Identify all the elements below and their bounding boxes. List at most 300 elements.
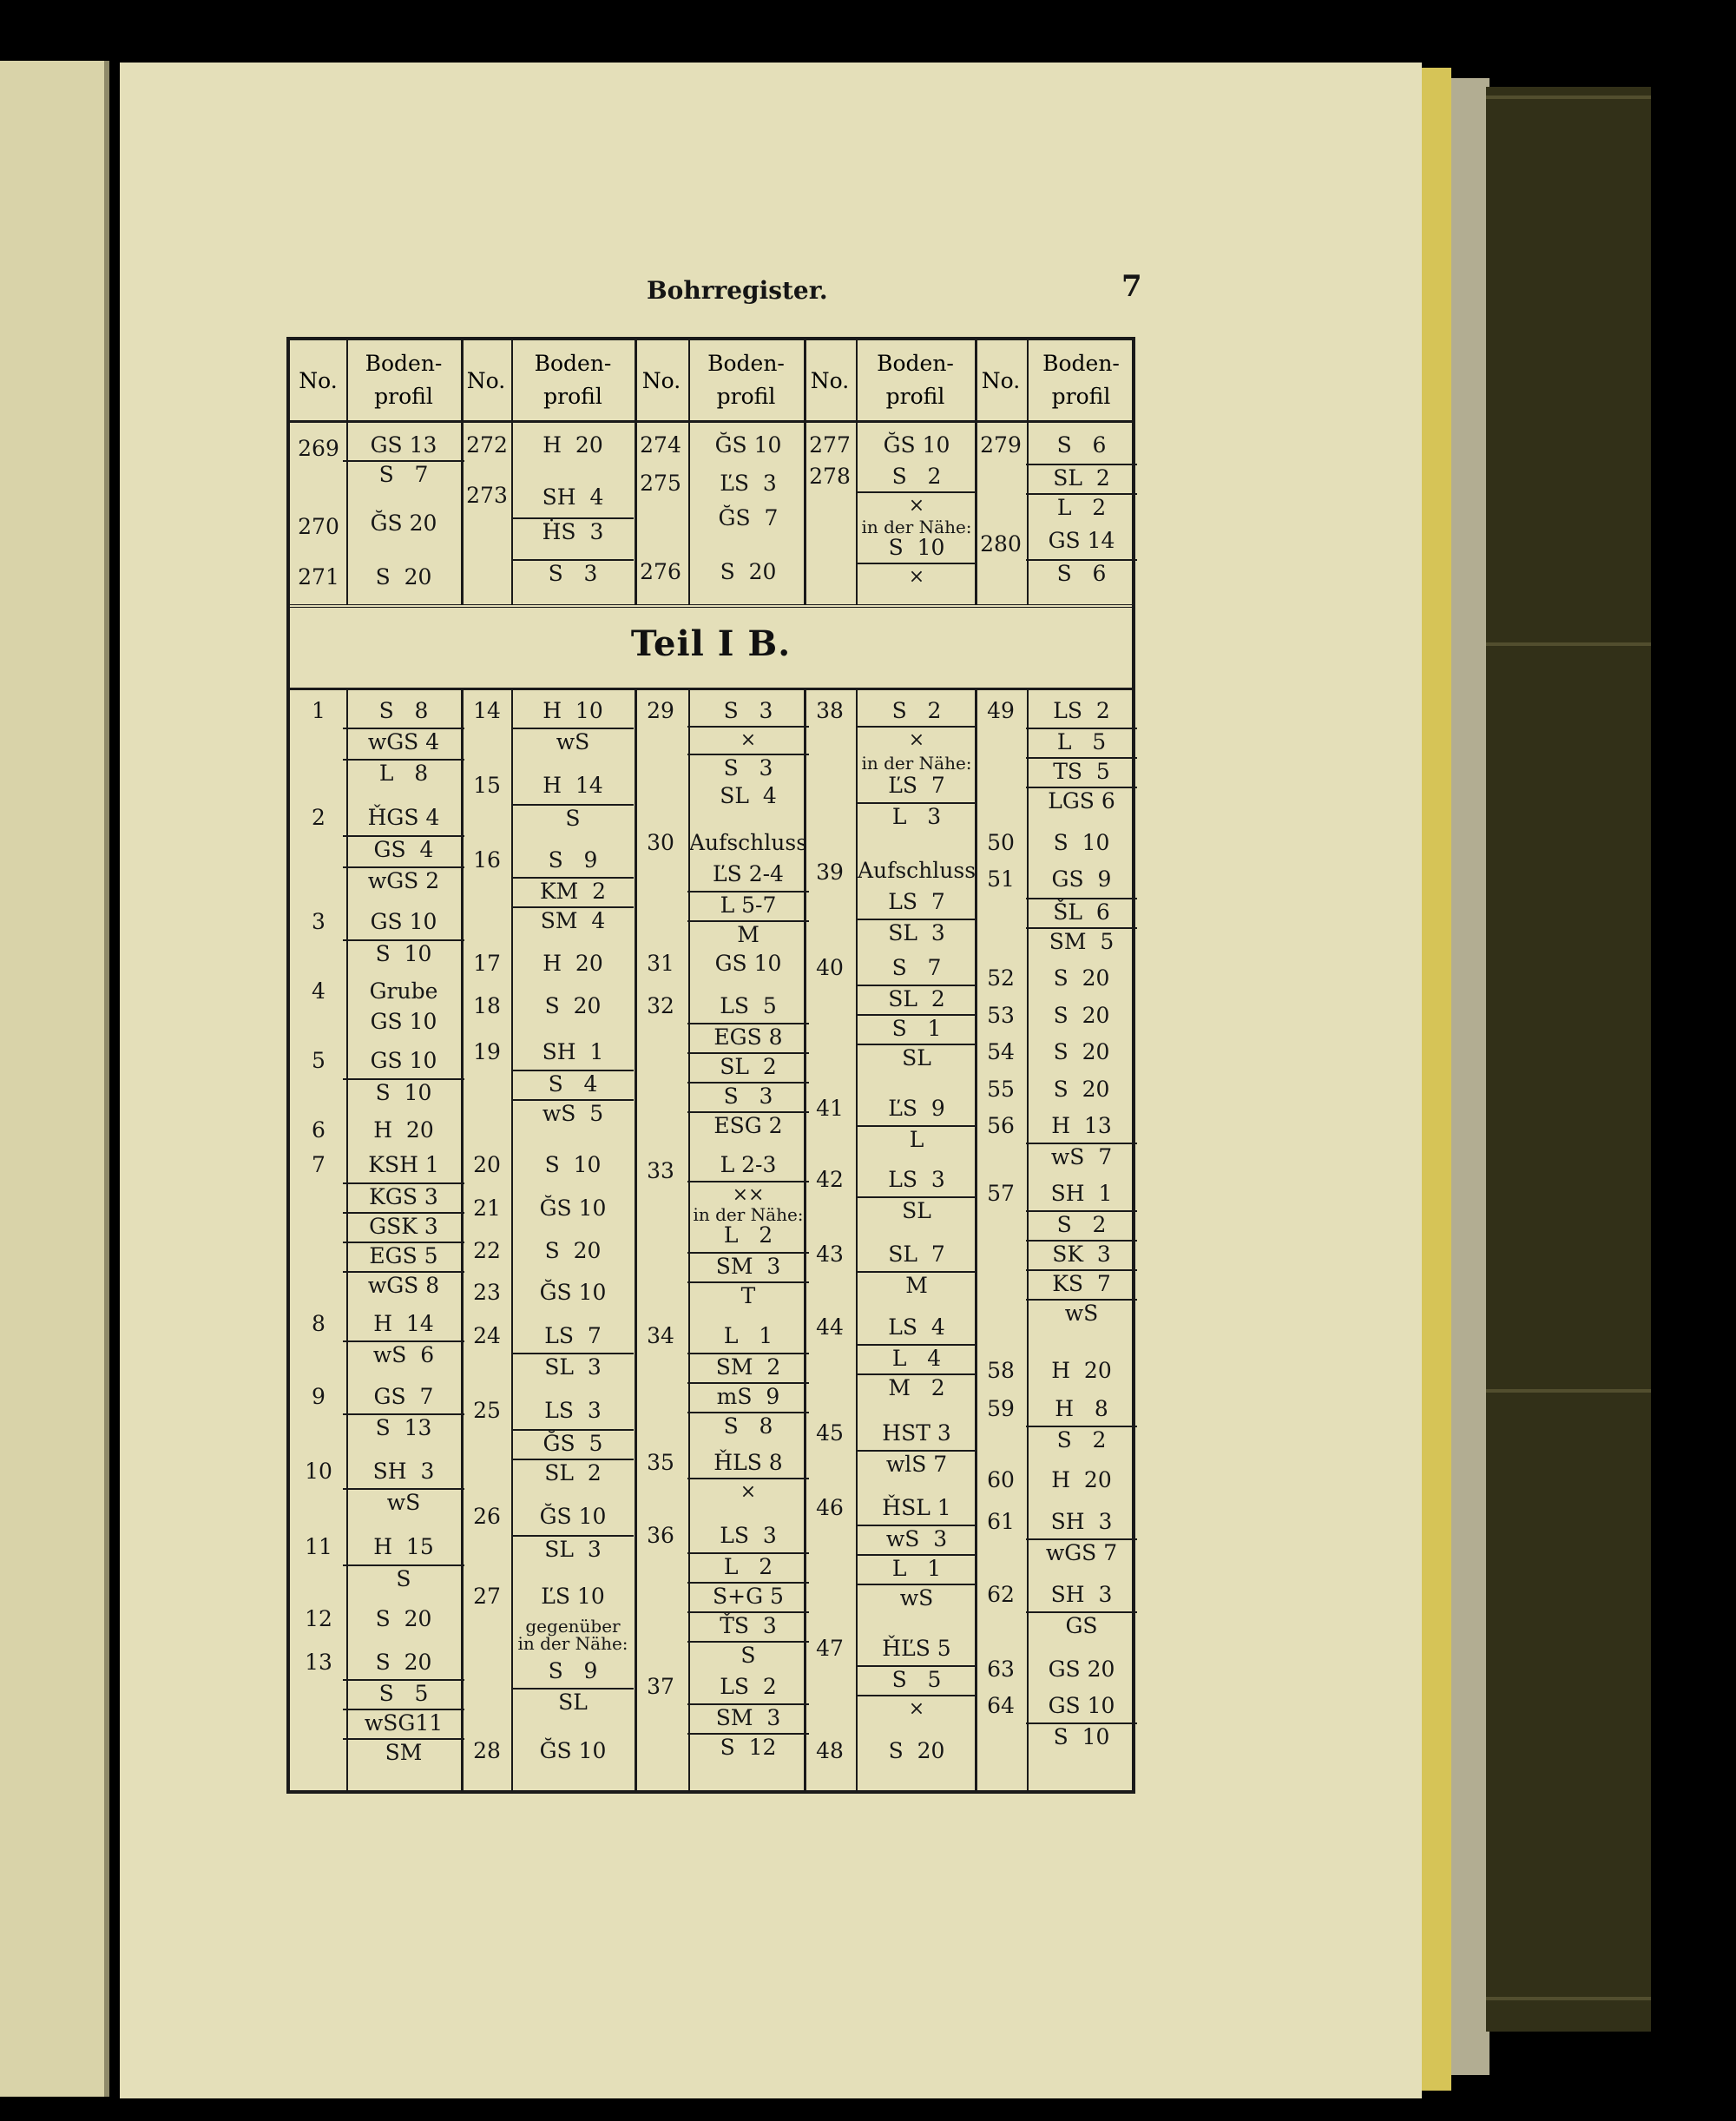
boring-number: 64 [987, 1693, 1015, 1718]
profile-entry: LS 2 [720, 1674, 777, 1699]
cross-symbol: × [687, 726, 809, 754]
boring-number: 37 [647, 1674, 674, 1699]
book-spine [1486, 87, 1651, 2032]
profile-entry: KGS 3 [343, 1182, 464, 1210]
section-b [290, 688, 1132, 1790]
boring-number: 58 [987, 1358, 1015, 1383]
boring-number: 51 [987, 866, 1015, 892]
boring-number: 28 [473, 1738, 501, 1763]
profile-entry: GS 13 [370, 432, 437, 458]
profile-entry: SL 2 [512, 1459, 634, 1486]
profile-entry: SL 3 [512, 1535, 634, 1563]
boring-number: 19 [473, 1039, 501, 1064]
profile-entry: S 20 [375, 1650, 432, 1675]
boring-number: 55 [987, 1077, 1015, 1102]
boring-number: 279 [980, 432, 1022, 458]
profile-entry: ĞS 20 [370, 510, 437, 536]
boring-number: 277 [809, 432, 851, 458]
profile-entry: mS 9 [687, 1382, 809, 1410]
profile-entry: S 20 [888, 1738, 945, 1763]
profile-entry: GS [1026, 1611, 1137, 1639]
profile-entry: TS 5 [1026, 757, 1137, 785]
profile-entry: S 1 [856, 1014, 977, 1042]
profile-entry: SM 5 [1026, 927, 1137, 955]
boring-number: 18 [473, 993, 501, 1018]
profile-entry: HST 3 [882, 1420, 951, 1446]
profile-entry: SM 3 [687, 1252, 809, 1280]
profile-entry: wS 6 [343, 1340, 464, 1368]
profile-entry: KSH 1 [368, 1152, 439, 1177]
spine-band [1486, 642, 1651, 646]
boring-number: 31 [647, 951, 674, 976]
profile-entry: SH 4 [542, 484, 604, 510]
profile-entry: SH 1 [1050, 1181, 1113, 1206]
boring-number: 57 [987, 1181, 1015, 1206]
boring-number: 39 [816, 860, 844, 885]
profile-entry: SL [512, 1688, 634, 1716]
profile-entry: ĞS 10 [539, 1738, 607, 1763]
profile-entry: GS 10 [1048, 1693, 1115, 1718]
profile-entry: S 10 [343, 939, 464, 967]
header-bodenprofil-line: Boden- [1042, 351, 1120, 376]
header-pair [635, 340, 804, 420]
header-no: No. [461, 340, 513, 420]
boring-number: 2 [312, 805, 326, 830]
profile-entry: S 20 [1053, 1003, 1110, 1028]
profile-entry: GS 14 [1048, 528, 1115, 553]
profile-entry: SH 3 [1050, 1509, 1113, 1534]
profile-entry: ĽS 10 [541, 1584, 605, 1609]
boring-number: 23 [473, 1280, 501, 1305]
profile-entry: wS [343, 1488, 464, 1516]
profile-entry: EGS 5 [343, 1242, 464, 1269]
profile-entry: S [343, 1564, 464, 1592]
profile-entry: ŤS 3 [687, 1611, 809, 1639]
boring-number: 41 [816, 1096, 844, 1121]
profile-entry: M [687, 920, 809, 948]
profile-entry: ĞS 10 [539, 1280, 607, 1305]
boring-number: 53 [987, 1003, 1015, 1028]
boring-number: 30 [647, 830, 674, 855]
profile-entry: L 5-7 [687, 891, 809, 919]
section-title: Teil I B. [630, 623, 792, 664]
header-bodenprofil [511, 340, 635, 420]
boring-number: 15 [473, 773, 501, 798]
profile-entry: T [687, 1281, 809, 1309]
header-no: No. [804, 340, 858, 420]
boring-number: 269 [298, 436, 339, 461]
profile-entry: LS 7 [544, 1323, 602, 1348]
profile-entry: S 7 [343, 460, 464, 488]
profile-entry: SL 2 [856, 985, 977, 1012]
profile-entry: ĽS 7 [888, 773, 945, 798]
boring-number: 49 [987, 698, 1015, 723]
boring-number: 11 [305, 1534, 332, 1559]
header-bodenprofil [688, 340, 804, 420]
profile-entry: ĞS 7 [718, 505, 779, 530]
boring-number: 33 [647, 1158, 674, 1183]
profile-entry: SM [343, 1738, 464, 1766]
profile-entry: S 6 [1026, 559, 1137, 587]
profile-entry: LS 2 [1053, 698, 1110, 723]
profile-entry: Aufschluss [688, 830, 808, 855]
profile-entry: wS 5 [512, 1099, 634, 1127]
column-rule [461, 340, 464, 420]
profile-entry: SM 3 [687, 1703, 809, 1731]
bohrregister-table [286, 337, 1135, 1794]
profile-entry: S 20 [1053, 965, 1110, 991]
profile-entry: GS 9 [1051, 866, 1112, 892]
boring-number: 9 [312, 1384, 326, 1409]
profile-entry: ĞS 10 [539, 1504, 607, 1529]
profile-entry: L [856, 1125, 977, 1153]
boring-number: 6 [312, 1117, 326, 1143]
boring-number: 25 [473, 1398, 501, 1423]
boring-number: 275 [640, 471, 681, 496]
profile-entry: S 20 [1053, 1077, 1110, 1102]
profile-entry: LS 3 [720, 1523, 777, 1548]
profile-entry: SH 1 [542, 1039, 604, 1064]
profile-entry: GS 4 [343, 835, 464, 863]
profile-entry: SL [856, 1044, 977, 1071]
header-no: No. [635, 340, 690, 420]
header-no: No. [290, 340, 348, 420]
profile-entry: L 3 [856, 802, 977, 830]
header-bodenprofil-line: Boden- [707, 351, 785, 376]
boring-number: 271 [298, 564, 339, 590]
profile-entry: L 2 [723, 1222, 773, 1248]
profile-entry: GS 10 [370, 909, 437, 934]
profile-entry: ĞS 10 [883, 432, 950, 458]
profile-entry: wlS 7 [856, 1450, 977, 1478]
profile-entry: S 10 [544, 1152, 602, 1177]
profile-entry: S 3 [687, 754, 809, 781]
profile-entry: wS 3 [856, 1525, 977, 1552]
header-no: No. [975, 340, 1029, 420]
profile-entry: S 7 [891, 955, 942, 980]
profile-entry: S 5 [343, 1679, 464, 1707]
profile-entry: wGS 2 [343, 866, 464, 894]
profile-entry: L 2 [1026, 493, 1137, 521]
profile-entry: ĽS 3 [720, 471, 777, 496]
boring-number: 278 [809, 464, 851, 489]
boring-number: 61 [987, 1509, 1015, 1534]
profile-entry: S 2 [1026, 1210, 1137, 1238]
boring-number: 47 [816, 1636, 844, 1661]
profile-note: in der Nähe: [861, 753, 972, 774]
profile-entry: S 20 [375, 564, 432, 590]
boring-number: 60 [987, 1467, 1015, 1492]
boring-number: 52 [987, 965, 1015, 991]
boring-number: 21 [473, 1196, 501, 1221]
profile-entry: S 3 [723, 698, 773, 723]
profile-entry: wS [1026, 1299, 1137, 1327]
profile-entry: S 20 [544, 1238, 602, 1263]
cover-gap [1451, 78, 1489, 2075]
spine-band [1486, 96, 1651, 99]
profile-entry: H 20 [542, 432, 603, 458]
profile-entry: wGS 8 [343, 1271, 464, 1299]
profile-entry: LS 3 [544, 1398, 602, 1423]
profile-note: gegenüber [525, 1616, 621, 1637]
boring-number: 59 [987, 1396, 1015, 1421]
profile-entry: S 10 [1053, 830, 1110, 855]
boring-number: 20 [473, 1152, 501, 1177]
page-block-edge [1422, 68, 1451, 2091]
profile-entry: S 10 [888, 535, 945, 560]
profile-entry: S 20 [1053, 1039, 1110, 1064]
profile-entry: L 1 [723, 1323, 773, 1348]
profile-note: in der Nähe: [861, 517, 972, 537]
boring-number: 48 [816, 1738, 844, 1763]
profile-entry: EGS 8 [687, 1023, 809, 1051]
profile-entry: ŠL 6 [1026, 898, 1137, 925]
profile-entry: LGS 6 [1026, 787, 1137, 814]
profile-entry: wGS 4 [343, 728, 464, 755]
header-bodenprofil [1027, 340, 1135, 420]
profile-note: in der Nähe: [693, 1204, 804, 1225]
section-a [290, 420, 1132, 608]
profile-entry: wS [856, 1584, 977, 1611]
header-pair [461, 340, 635, 420]
profile-entry: SK 3 [1026, 1240, 1137, 1268]
profile-entry: S 8 [687, 1412, 809, 1439]
boring-number: 50 [987, 830, 1015, 855]
profile-entry: ḢS 3 [512, 517, 634, 545]
boring-number: 1 [312, 698, 326, 723]
cross-symbol: × [856, 726, 977, 754]
profile-entry: ȞSL 1 [882, 1495, 951, 1520]
header-bodenprofil [346, 340, 461, 420]
profile-entry: SH 3 [372, 1459, 435, 1484]
profile-entry: L 8 [343, 759, 464, 787]
boring-number: 272 [466, 432, 508, 458]
boring-number: 274 [640, 432, 681, 458]
profile-entry: wSG11 [343, 1709, 464, 1736]
profile-note: in der Nähe: [517, 1633, 628, 1654]
boring-number: 46 [816, 1495, 844, 1520]
profile-entry: ĞS 10 [539, 1196, 607, 1221]
profile-entry: ĽS 9 [888, 1096, 945, 1121]
profile-entry: SL 7 [888, 1242, 945, 1267]
boring-number: 280 [980, 531, 1022, 557]
profile-entry: H 15 [373, 1534, 434, 1559]
column-rule [635, 340, 637, 420]
boring-number: 16 [473, 847, 501, 873]
section-divider [290, 606, 1132, 690]
profile-entry: ĞS 10 [714, 432, 782, 458]
boring-number: 12 [305, 1606, 332, 1631]
profile-entry: ȞĽS 5 [882, 1636, 951, 1661]
profile-entry: GS 10 [370, 1048, 437, 1073]
boring-number: 32 [647, 993, 674, 1018]
profile-entry: S 9 [548, 847, 598, 873]
left-page-edge [0, 61, 109, 2097]
header-pair [290, 340, 461, 420]
boring-number: 14 [473, 698, 501, 723]
header-bodenprofil-line: Boden- [365, 351, 443, 376]
profile-entry: SL [856, 1196, 977, 1224]
boring-number: 35 [647, 1450, 674, 1475]
cross-symbol: × [856, 563, 977, 590]
profile-entry: LS 7 [888, 889, 945, 914]
profile-entry: H 14 [373, 1311, 434, 1336]
header-bodenprofil-line: profil [374, 384, 433, 409]
header-bodenprofil-line: profil [1051, 384, 1111, 409]
profile-entry: S 2 [891, 464, 942, 489]
profile-entry: KS 7 [1026, 1269, 1137, 1297]
boring-number: 29 [647, 698, 674, 723]
profile-entry: M [856, 1271, 977, 1299]
profile-entry: S [512, 804, 634, 832]
spine-band [1486, 1997, 1651, 2000]
boring-number: 276 [640, 559, 681, 584]
cross-symbol: ×× [687, 1181, 809, 1209]
boring-number: 63 [987, 1657, 1015, 1682]
boring-number: 56 [987, 1113, 1015, 1138]
profile-entry: H 20 [1051, 1467, 1112, 1492]
header-bodenprofil-line: profil [716, 384, 776, 409]
profile-entry: GSK 3 [343, 1212, 464, 1240]
column-rule [975, 340, 977, 420]
profile-entry: wS [512, 728, 634, 755]
profile-entry: GS 7 [373, 1384, 434, 1409]
boring-number: 62 [987, 1582, 1015, 1607]
boring-number: 7 [312, 1152, 326, 1177]
profile-entry: H 8 [1055, 1396, 1108, 1421]
running-head: Bohrregister. [647, 276, 828, 305]
profile-entry: L 1 [856, 1554, 977, 1582]
profile-entry: S 20 [544, 993, 602, 1018]
column-rule [804, 340, 806, 420]
profile-entry: LS 4 [888, 1314, 945, 1340]
boring-number: 26 [473, 1504, 501, 1529]
profile-entry: LS 5 [720, 993, 777, 1018]
column-rule [856, 688, 858, 1790]
profile-entry: S [687, 1641, 809, 1669]
profile-entry: ĞS 5 [512, 1429, 634, 1457]
profile-entry: L 4 [856, 1344, 977, 1372]
profile-entry: M 2 [856, 1373, 977, 1401]
boring-number: 3 [312, 909, 326, 934]
profile-entry: S 3 [687, 1082, 809, 1110]
profile-entry: SL 3 [856, 919, 977, 946]
boring-number: 22 [473, 1238, 501, 1263]
profile-entry: S 2 [1026, 1426, 1137, 1453]
profile-entry: S 5 [856, 1665, 977, 1693]
boring-number: 13 [305, 1650, 332, 1675]
profile-entry: S 10 [1026, 1722, 1137, 1750]
boring-number: 42 [816, 1167, 844, 1192]
boring-number: 8 [312, 1311, 326, 1336]
header-pair [804, 340, 975, 420]
profile-entry: S 9 [548, 1658, 598, 1683]
boring-number: 34 [647, 1323, 674, 1348]
boring-number: 43 [816, 1242, 844, 1267]
profile-entry: L 2 [687, 1552, 809, 1580]
profile-entry: SM 2 [687, 1353, 809, 1380]
profile-entry: S 13 [343, 1413, 464, 1441]
profile-entry: ESG 2 [687, 1111, 809, 1139]
cross-symbol: × [856, 491, 977, 519]
boring-number: 273 [466, 483, 508, 508]
profile-entry: wS 7 [1026, 1143, 1137, 1170]
boring-number: 36 [647, 1523, 674, 1548]
boring-number: 44 [816, 1314, 844, 1340]
boring-number: 24 [473, 1323, 501, 1348]
profile-entry: ĽS 2-4 [713, 861, 784, 886]
profile-entry: S 4 [512, 1070, 634, 1097]
profile-entry: S 12 [687, 1733, 809, 1761]
profile-entry: SL 2 [1026, 464, 1137, 491]
profile-entry: H 10 [542, 698, 603, 723]
profile-entry: GS 20 [1048, 1657, 1115, 1682]
boring-number: 17 [473, 951, 501, 976]
profile-entry: H 14 [542, 773, 603, 798]
header-pair [975, 340, 1135, 420]
cross-symbol: × [856, 1695, 977, 1722]
header-bodenprofil-line: Boden- [534, 351, 612, 376]
page-number: 7 [1121, 269, 1142, 304]
spine-band [1486, 1389, 1651, 1393]
boring-number: 54 [987, 1039, 1015, 1064]
profile-entry: SL 2 [687, 1052, 809, 1080]
profile-entry: H 20 [542, 951, 603, 976]
profile-entry: S 2 [891, 698, 942, 723]
header-bodenprofil [856, 340, 975, 420]
boring-number: 38 [816, 698, 844, 723]
profile-entry: S 3 [512, 559, 634, 587]
boring-number: 40 [816, 955, 844, 980]
profile-entry: ȞGS 4 [367, 805, 440, 830]
profile-entry: LS 3 [888, 1167, 945, 1192]
profile-entry: S 10 [343, 1078, 464, 1106]
profile-entry: KM 2 [512, 877, 634, 905]
table-header-row [290, 340, 1132, 423]
header-bodenprofil-line: profil [885, 384, 945, 409]
header-bodenprofil-line: Boden- [877, 351, 954, 376]
profile-entry: L 2-3 [720, 1152, 777, 1177]
profile-entry: SH 3 [1050, 1582, 1113, 1607]
profile-entry: S 20 [720, 559, 777, 584]
header-bodenprofil-line: profil [543, 384, 602, 409]
profile-entry: S 6 [1056, 432, 1107, 458]
profile-entry: SL 3 [512, 1353, 634, 1380]
profile-entry: SL 4 [720, 783, 777, 808]
profile-entry: S 20 [375, 1606, 432, 1631]
profile-entry: SM 4 [512, 906, 634, 934]
boring-number: 5 [312, 1048, 326, 1073]
profile-entry: ȞLS 8 [713, 1450, 783, 1475]
profile-entry: Grube [369, 978, 438, 1004]
boring-number: 10 [305, 1459, 332, 1484]
cross-symbol: × [687, 1478, 809, 1505]
profile-entry: wGS 7 [1026, 1538, 1137, 1566]
profile-entry: L 5 [1026, 728, 1137, 755]
boring-number: 27 [473, 1584, 501, 1609]
profile-entry: H 13 [1051, 1113, 1112, 1138]
profile-entry: H 20 [1051, 1358, 1112, 1383]
profile-entry: GS 10 [714, 951, 782, 976]
profile-entry: S 8 [378, 698, 429, 723]
profile-entry: Aufschluss [857, 858, 976, 883]
boring-number: 4 [312, 978, 326, 1004]
profile-entry: H 20 [373, 1117, 434, 1143]
profile-entry: GS 10 [370, 1009, 437, 1034]
profile-entry: S+G 5 [687, 1582, 809, 1610]
boring-number: 45 [816, 1420, 844, 1446]
boring-number: 270 [298, 514, 339, 539]
